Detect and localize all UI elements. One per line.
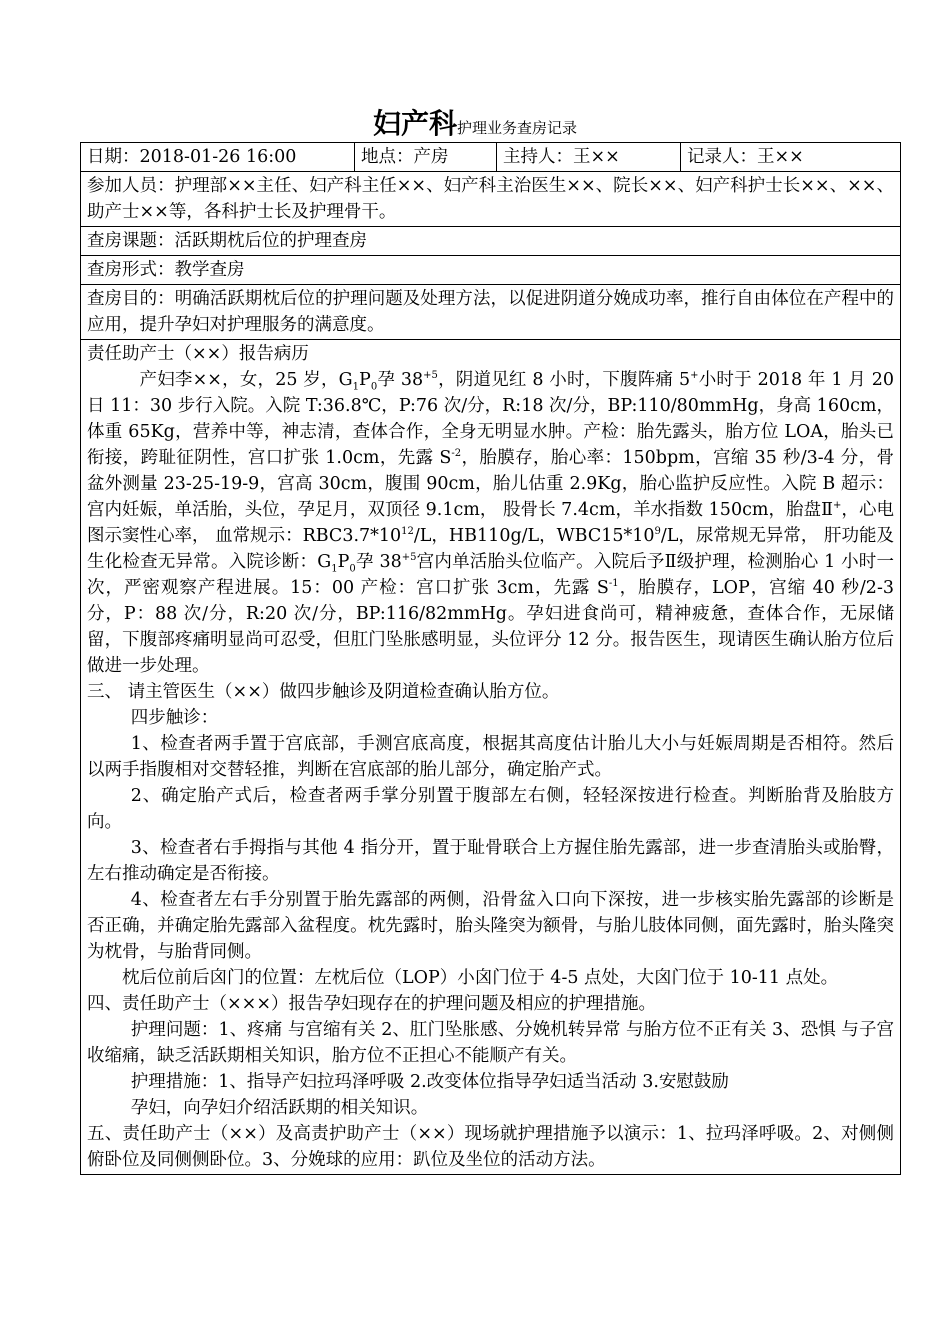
content-cell: [81, 340, 901, 1175]
form-cell: 查房形式：教学查房: [81, 256, 901, 285]
participants-cell: 参加人员：护理部××主任、妇产科主任××、妇产科主治医生××、院长××、妇产科护士长××、××、助产士××等，各科护士长及护理骨干。: [81, 172, 901, 227]
nursing-measures-cont: 孕妇，向孕妇介绍活跃期的相关知识。: [130, 1098, 429, 1118]
fontanelle-note: 枕后位前后囟门的位置：左枕后位（LOP）小囟门位于 4-5 点处，大囟门位于 10-11 点处。: [122, 968, 839, 988]
case-heading: 责任助产士（××）报告病历: [87, 344, 309, 364]
section4-heading: 四、责任助产士（×××）报告孕妇现存在的护理问题及相应的护理措施。: [87, 994, 656, 1014]
section3-heading: 三、 请主管医生（××）做四步触诊及阴道检查确认胎方位。: [87, 682, 560, 702]
nursing-problems: 护理问题：1、疼痛 与宫缩有关 2、肛门坠胀感、分娩机转异常 与胎方位不正有关 3、恐惧 与子宫收缩痛，缺乏活跃期相关知识，胎方位不正担心不能顺产有关。: [87, 1020, 894, 1066]
record-table: [80, 142, 901, 1175]
title-sub: 护理业务查房记录: [457, 119, 578, 137]
title-main: 妇产科: [372, 107, 457, 140]
section3-sub: 四步触诊：: [130, 708, 219, 728]
host-cell: 主持人：王××: [497, 143, 681, 172]
step-4: 4、检查者左右手分别置于胎先露部的两侧，沿骨盆入口向下深按，进一步核实胎先露部的诊断是否正确，并确定胎先露部入盆程度。枕先露时，胎头隆突为额骨，与胎儿肢体同侧，面先露时，胎头隆突为枕骨，与胎背同侧。: [87, 890, 894, 962]
purpose-cell: 查房目的：明确活跃期枕后位的护理问题及处理方法，以促进阴道分娩成功率，推行自由体位在产程中的应用，提升孕妇对护理服务的满意度。: [81, 285, 901, 340]
case-report: 产妇李××，女，25 岁，$G_1P_0$孕 $38^{+5}$，阴道见红 8 小时，下腹阵痛 5+小时于 2018 年 1 月 20 日 11：30 步行入院。入院 T:36.8℃，P:76 次/分，R:18 次/分，BP:110/80mmHg，身高 160cm，体重 65Kg，营养中等，神志清，查体合作，全身无明显水肿。产检：胎先露头，胎方位 LOA，胎头已衔接，跨耻征阴性，宫口扩张 1.0cm，先露 $S^{-2}$，胎膜存，胎心率：150bpm，宫缩 35 秒/3-4 分，骨盆外测量 23-25-19-9，宫高 30cm，腹围 90cm，胎儿估重 2.9Kg，胎心监护反应性。入院 B 超示：宫内妊娠，单活胎，头位，孕足月，双顶径 9.1cm， 股骨长 7.4cm，羊水指数 150cm，胎盘Ⅱ+，心电图示窦性心率， 血常规示：$RBC3.7*10^{12}/L$，HB110g/L，$WBC15*10^9/L$，尿常规无异常， 肝功能及生化检查无异常。入院诊断：$G_1P_0$孕 $38^{+5}$宫内单活胎头位临产。入院后予Ⅱ级护理，检测胎心 1 小时一次，严密观察产程进展。15：00 产检：宫口扩张 3cm，先露 $S^{-1}$，胎膜存，LOP，宫缩 40 秒/2-3 分，P：88 次/分，R:20 次/分，BP:116/82mmHg。孕妇进食尚可，精神疲惫，查体合作，无尿储留，下腹部疼痛明显尚可忍受，但肛门坠胀感明显，头位评分 12 分。报告医生，现请医生确认胎方位后做进一步处理。: [87, 370, 894, 676]
step-2: 2、确定胎产式后，检查者两手掌分别置于腹部左右侧，轻轻深按进行检查。判断胎背及胎肢方向。: [87, 786, 894, 832]
location-cell: 地点：产房: [355, 143, 497, 172]
step-1: 1、检查者两手置于宫底部，手测宫底高度，根据其高度估计胎儿大小与妊娠周期是否相符。然后以两手指腹相对交替轻推，判断在宫底部的胎儿部分，确定胎产式。: [87, 734, 894, 780]
header-row: [81, 143, 901, 172]
step-3: 3、检查者右手拇指与其他 4 指分开，置于耻骨联合上方握住胎先露部，进一步查清胎头或胎臀，左右推动确定是否衔接。: [87, 838, 894, 884]
nursing-measures: 护理措施：1、指导产妇拉玛泽呼吸 2.改变体位指导孕妇适当活动 3.安慰鼓励: [130, 1072, 729, 1092]
topic-cell: 查房课题：活跃期枕后位的护理查房: [81, 227, 901, 256]
recorder-cell: 记录人：王××: [681, 143, 901, 172]
section5: 五、责任助产士（××）及高责护助产士（××）现场就护理措施予以演示：1、拉玛泽呼吸。2、对侧侧俯卧位及同侧侧卧位。3、分娩球的应用：趴位及坐位的活动方法。: [87, 1124, 894, 1170]
page-title: [0, 102, 950, 142]
date-cell: 日期：2018-01-26 16:00: [81, 143, 355, 172]
